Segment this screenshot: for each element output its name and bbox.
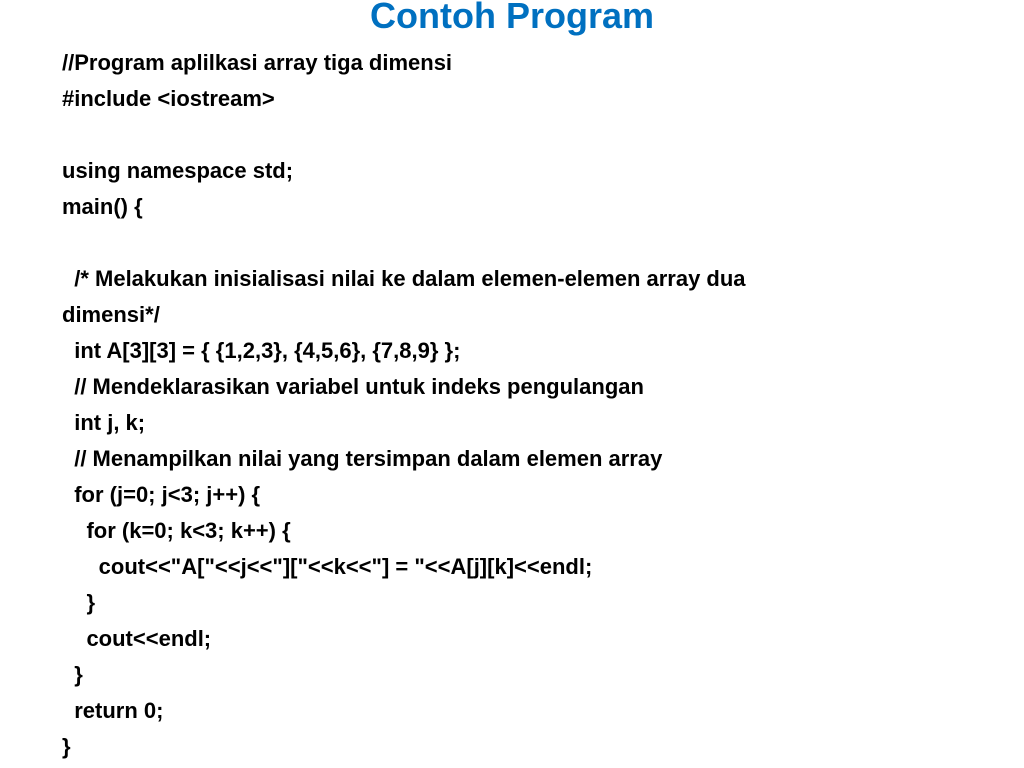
code-line: main() { bbox=[62, 194, 143, 219]
code-line: using namespace std; bbox=[62, 158, 294, 183]
code-line: #include <iostream> bbox=[62, 86, 275, 111]
code-line: // Menampilkan nilai yang tersimpan dalam elemen array bbox=[62, 446, 663, 471]
code-line: for (j=0; j<3; j++) { bbox=[62, 482, 261, 507]
code-line: } bbox=[62, 590, 96, 615]
code-block bbox=[62, 45, 962, 765]
code-line: cout<<endl; bbox=[62, 626, 212, 651]
code-line: int A[3][3] = { {1,2,3}, {4,5,6}, {7,8,9} }; bbox=[62, 338, 461, 363]
code-line: // Mendeklarasikan variabel untuk indeks pengulangan bbox=[62, 374, 644, 399]
code-line: return 0; bbox=[62, 698, 164, 723]
code-line: //Program aplilkasi array tiga dimensi bbox=[62, 50, 453, 75]
code-line: } bbox=[62, 734, 71, 759]
code-line: /* Melakukan inisialisasi nilai ke dalam elemen-elemen array dua bbox=[62, 266, 746, 291]
code-line: cout<<"A["<<j<<"]["<<k<<"] = "<<A[j][k]<<endl; bbox=[62, 554, 593, 579]
code-line-blank bbox=[62, 225, 962, 261]
slide-title: Contoh Program bbox=[370, 0, 654, 36]
code-line: for (k=0; k<3; k++) { bbox=[62, 518, 291, 543]
code-line-blank bbox=[62, 117, 962, 153]
code-line: int j, k; bbox=[62, 410, 146, 435]
code-line: } bbox=[62, 662, 83, 687]
code-line: dimensi*/ bbox=[62, 302, 160, 327]
